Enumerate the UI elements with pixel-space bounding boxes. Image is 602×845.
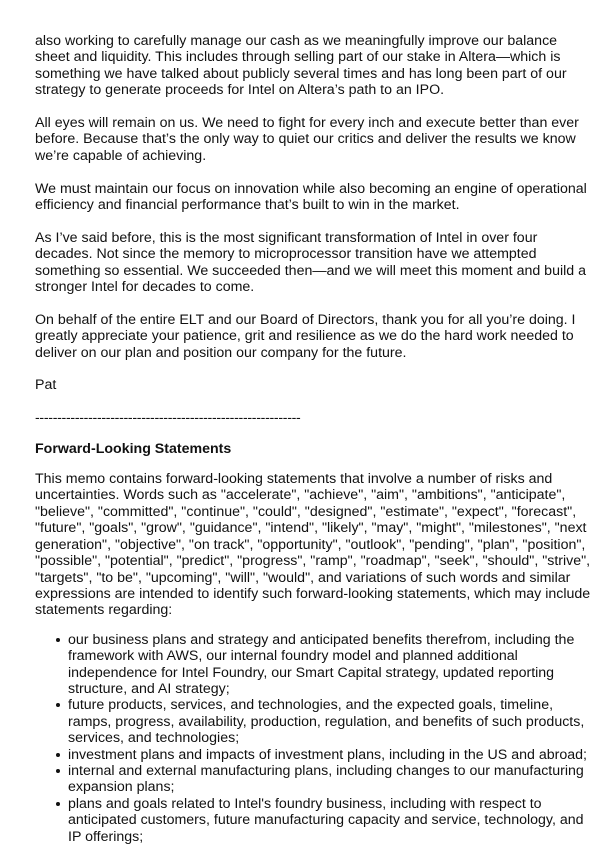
forward-looking-intro: This memo contains forward-looking statements that involve a number of risks and uncertainties. Words such as "accelerate", "achieve", "aim", "ambitions", "anticipate", "believe", "committed", "continue", "could", "designed", "estimate", "expect", "forecast", "future", "goals", "grow", "guidance", "intend", "likely", "may", "might", "milestones", "next generation", "objective", "on track", "opportunity", "outlook", "pending", "plan", "position", "possible", "potential", "predict", "progress", "ramp", "roadmap", "seek", "should", "strive", "targets", "to be", "upcoming", "will", "would", and variations of such words and similar expressions are intended to identify such forward-looking statements, which may include statements regarding: <box>35 471 591 619</box>
list-item-text: future products, services, and technologies, and the expected goals, timeline, ramps, progress, availability, production, regulation, and benefits of such products, services, and technologies; <box>68 697 585 747</box>
list-item <box>68 763 595 796</box>
list-item-text: plans and goals related to Intel's foundry business, including with respect to anticipated customers, future manufacturing capacity and service, technology, and IP offerings; <box>68 795 584 845</box>
bullet-icon <box>56 769 60 773</box>
bullet-icon <box>56 703 60 707</box>
bullet-icon <box>56 802 60 806</box>
paragraph-innovation-focus: We must maintain our focus on innovation while also becoming an engine of operational efficiency and financial performance that’s built to win in the market. <box>35 180 587 214</box>
paragraph-all-eyes: All eyes will remain on us. We need to fight for every inch and execute better than ever before. Because that’s the only way to quiet our critics and deliver the results we know we’re capable of achieving. <box>35 115 579 164</box>
paragraph-thank-you: On behalf of the entire ELT and our Board of Directors, thank you for all you’re doing. I greatly appreciate your patience, grit and resilience as we do the hard work needed to deliver on our plan and position our company for the future. <box>35 311 576 361</box>
list-item-text: our business plans and strategy and anticipated benefits therefrom, including the framework with AWS, our internal foundry model and planned additional independence for Intel Foundry, our Smart Capital strategy, updated reporting structure, and AI strategy; <box>68 631 575 697</box>
paragraph-cash-liquidity: also working to carefully manage our cash as we meaningfully improve our balance sheet and liquidity. This includes through selling part of our stake in Altera—which is something we have talked about publicly several times and has long been part of our strategy to generate proceeds for Intel on Altera’s path to an IPO. <box>35 33 567 99</box>
paragraph-transformation: As I’ve said before, this is the most significant transformation of Intel in over four decades. Not since the memory to microprocessor transition have we attempted something so essential. We succeeded then—and we will meet this moment and build a stronger Intel for decades to come. <box>35 229 586 296</box>
bullet-icon <box>56 753 60 757</box>
list-item <box>68 697 595 746</box>
list-item-text: internal and external manufacturing plans, including changes to our manufacturing expansion plans; <box>68 762 584 796</box>
list-item <box>68 632 595 698</box>
memo-document <box>35 33 595 845</box>
signature: Pat <box>35 377 57 394</box>
list-item-text: investment plans and impacts of investment plans, including in the US and abroad; <box>68 746 587 763</box>
bullet-icon <box>56 638 60 642</box>
list-item <box>68 747 595 763</box>
forward-looking-heading: Forward-Looking Statements <box>35 440 232 457</box>
list-item <box>68 796 595 845</box>
separator-line: ------------------------------------------------------------ <box>35 410 301 427</box>
forward-looking-list <box>35 632 595 845</box>
